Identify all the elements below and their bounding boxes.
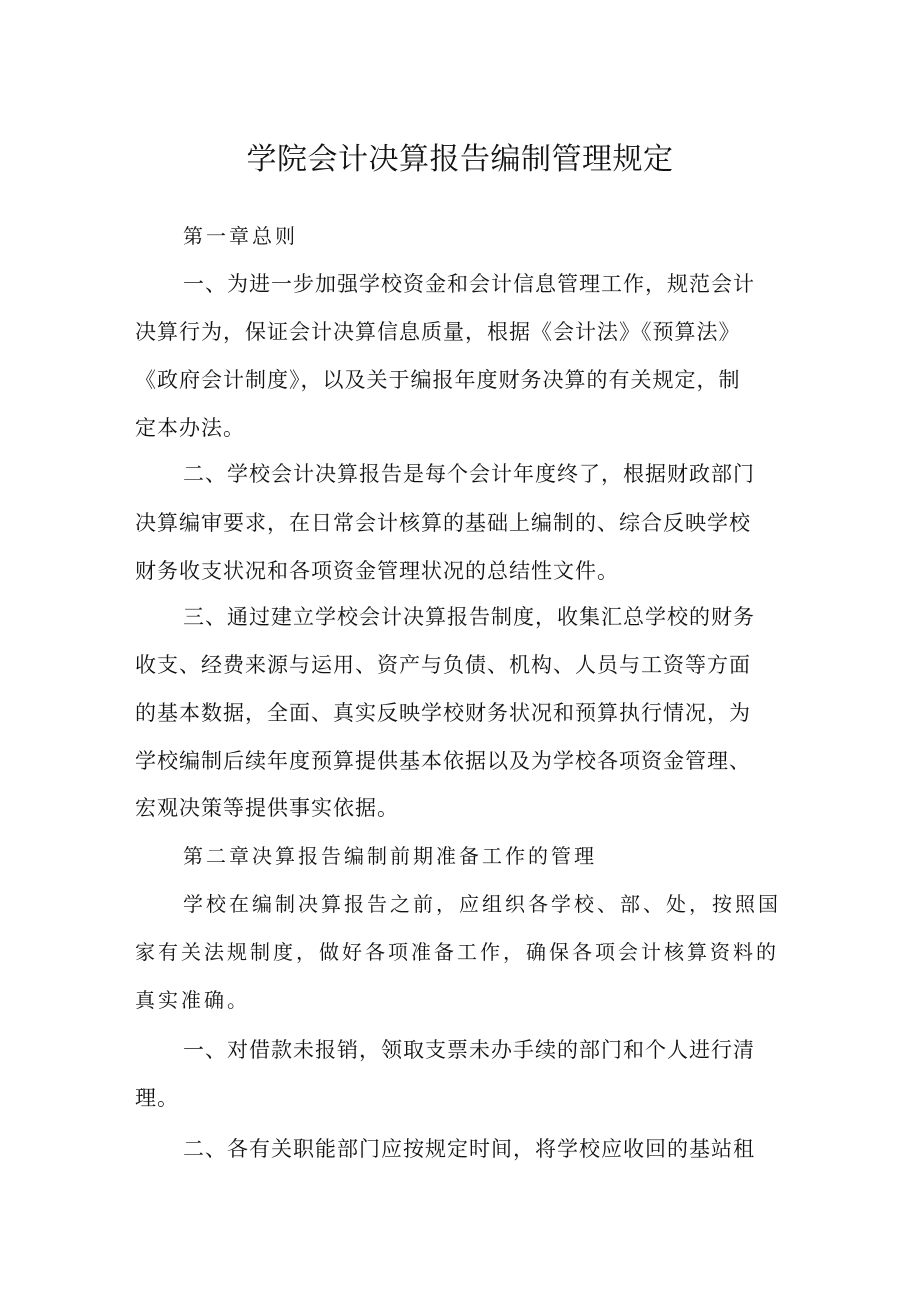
- paragraph-line: 宏观决策等提供事实依据。: [135, 796, 399, 820]
- document-title: 学院会计决算报告编制管理规定: [246, 142, 674, 177]
- paragraph-line: 财务收支状况和各项资金管理状况的总结性文件。: [135, 559, 619, 583]
- chapter-1-heading: 第一章总则: [183, 224, 298, 248]
- paragraph-line: 三、通过建立学校会计决算报告制度，收集汇总学校的财务: [183, 605, 755, 629]
- paragraph-line: 二、各有关职能部门应按规定时间，将学校应收回的基站租: [183, 1137, 755, 1161]
- paragraph-line: 一、对借款未报销，领取支票未办手续的部门和个人进行清: [183, 1038, 755, 1062]
- paragraph-line: 学校编制后续年度预算提供基本依据以及为学校各项资金管理、: [135, 749, 751, 773]
- chapter-2-heading: 第二章决算报告编制前期准备工作的管理: [183, 844, 597, 868]
- paragraph-line: 一、为进一步加强学校资金和会计信息管理工作，规范会计: [183, 272, 755, 296]
- paragraph-line: 二、学校会计决算报告是每个会计年度终了，根据财政部门: [183, 462, 755, 486]
- paragraph-line: 决算行为，保证会计决算信息质量，根据《会计法》《预算法》: [135, 320, 741, 344]
- paragraph-line: 定本办法。: [135, 416, 245, 440]
- paragraph-line: 理。: [135, 1086, 179, 1110]
- paragraph-line: 真实准确。: [135, 988, 250, 1012]
- paragraph-line: 《政府会计制度》，以及关于编报年度财务决算的有关规定，制: [135, 368, 741, 392]
- paragraph-line: 决算编审要求，在日常会计核算的基础上编制的、综合反映学校: [135, 511, 751, 535]
- paragraph-line: 家有关法规制度，做好各项准备工作，确保各项会计核算资料的: [135, 940, 779, 964]
- paragraph-line: 学校在编制决算报告之前，应组织各学校、部、处，按照国: [183, 892, 781, 916]
- paragraph-line: 的基本数据，全面、真实反映学校财务状况和预算执行情况，为: [135, 701, 751, 725]
- paragraph-line: 收支、经费来源与运用、资产与负债、机构、人员与工资等方面: [135, 653, 751, 677]
